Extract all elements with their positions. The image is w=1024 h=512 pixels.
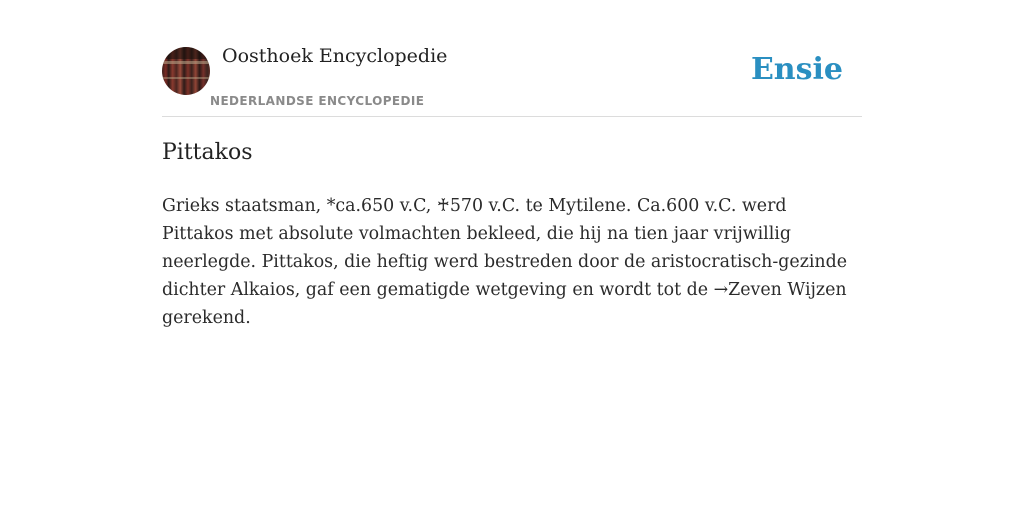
encyclopedia-books-avatar[interactable] [162,47,210,95]
source-subtitle: NEDERLANDSE ENCYCLOPEDIE [210,94,425,108]
avatar-shade [162,47,210,59]
header [162,0,862,117]
entry-body [162,192,862,332]
ensie-logo-link[interactable]: Ensie [750,52,843,87]
avatar-spine-band [162,61,210,64]
entry-text: Grieks staatsman, *ca.650 v.C, ♰570 v.C. te Mytilene. Ca.600 v.C. werd Pittakos met absolute volmachten bekleed, die hij na tien jaar vrijwillig neerlegde. Pittakos, die heftig werd bestreden door de aristocratisch-gezinde dichter Alkaios, gaf een gematigde wetgeving en wordt tot de [162,196,848,300]
entry-text-end: gerekend. [162,308,251,328]
entry-title: Pittakos [162,140,253,165]
avatar-spine-band [162,77,210,79]
zeven-wijzen-link[interactable]: →Zeven Wijzen [713,280,847,300]
source-title-link[interactable]: Oosthoek Encyclopedie [222,45,448,67]
